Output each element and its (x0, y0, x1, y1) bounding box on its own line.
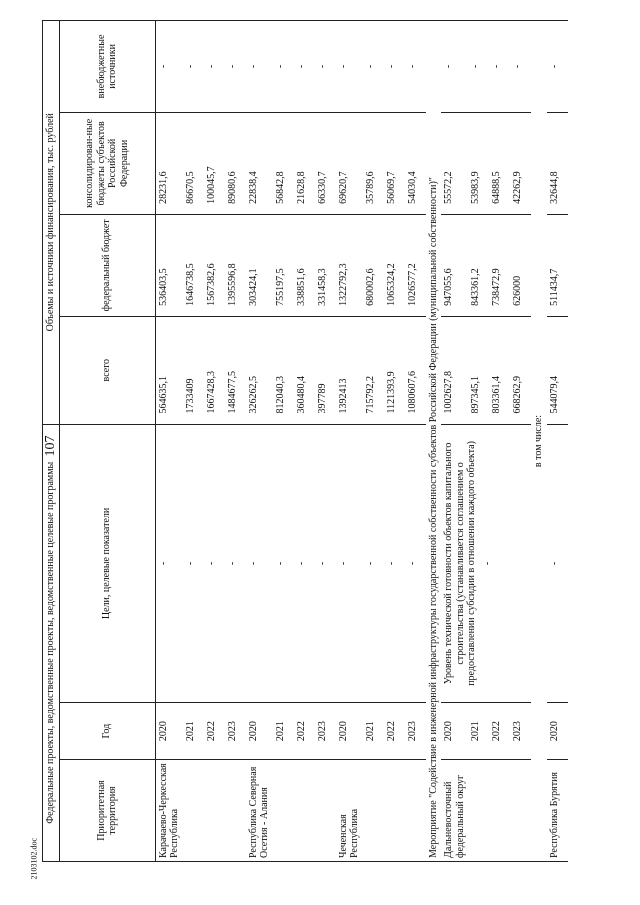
cell-total: 897345,1 (468, 316, 489, 424)
table-row (547, 21, 568, 862)
cell-federal: 738472,9 (489, 214, 510, 316)
cell-extrabudget: - (273, 21, 294, 113)
cell-extrabudget: - (489, 21, 510, 113)
table-row (273, 21, 294, 862)
page-number: 107 (43, 435, 58, 457)
table-row (204, 21, 225, 862)
cell-extrabudget: - (363, 21, 384, 113)
sub-label: в том числе: (531, 21, 547, 862)
section-block (426, 21, 442, 862)
cell-consolidated: 56069,7 (384, 112, 405, 214)
cell-extrabudget: - (441, 21, 468, 113)
header-federal: федеральный бюджет (59, 214, 155, 316)
table-row (363, 21, 384, 862)
cell-indicator: - (155, 424, 183, 703)
cell-total: 397789 (315, 316, 336, 424)
cell-total: 812040,3 (273, 316, 294, 424)
header-territory: Приоритетная территория (59, 760, 155, 862)
section-title: Мероприятие "Содействие в инженерной инфраструктуры государственной собственности субъектов Российской Федерации (муниципальной собственности)" (426, 21, 442, 862)
cell-year: 2020 (246, 703, 273, 760)
cell-indicator: - (183, 424, 204, 703)
cell-year: 2023 (225, 703, 246, 760)
cell-indicator: - (315, 424, 336, 703)
table-row (155, 21, 183, 862)
cell-extrabudget: - (246, 21, 273, 113)
cell-year: 2023 (315, 703, 336, 760)
table-row (441, 21, 468, 862)
cell-federal: 755197,5 (273, 214, 294, 316)
cell-indicator: - (405, 424, 426, 703)
cell-year: 2022 (384, 703, 405, 760)
cell-federal: 1567382,6 (204, 214, 225, 316)
goal-text: Уровень технической готовности объектов капитального строительства (устанавливается соглашением о предоставлении субсидии в отношении каждого объекта) (443, 441, 477, 686)
table-row (405, 21, 426, 862)
cell-extrabudget: - (384, 21, 405, 113)
cell-federal: 626000 (510, 214, 531, 316)
header-consolidated: консолидирован-ные бюджеты субъектов Российской Федерации (59, 112, 155, 214)
cell-total: 1002627,8 (441, 316, 468, 424)
cell-year: 2020 (155, 703, 183, 760)
financing-table (42, 20, 568, 862)
cell-federal: 303424,1 (246, 214, 273, 316)
cell-federal: 1065324,2 (384, 214, 405, 316)
cell-consolidated: 53983,9 (468, 112, 489, 214)
cell-extrabudget: - (204, 21, 225, 113)
rotated-table-sheet (42, 20, 602, 862)
cell-total: 1392413 (336, 316, 363, 424)
rows-block-2 (441, 21, 531, 862)
cell-indicator-value: - (481, 561, 493, 566)
cell-federal: 331458,3 (315, 214, 336, 316)
cell-territory (183, 760, 204, 862)
cell-indicator (441, 424, 531, 703)
cell-territory (405, 760, 426, 862)
cell-consolidated: 86670,5 (183, 112, 204, 214)
cell-consolidated: 32644,8 (547, 112, 568, 214)
cell-consolidated: 89080,6 (225, 112, 246, 214)
cell-year: 2021 (273, 703, 294, 760)
cell-federal: 1026577,2 (405, 214, 426, 316)
rows-block-3 (547, 21, 568, 862)
cell-federal: 1646738,5 (183, 214, 204, 316)
cell-territory (468, 760, 489, 862)
cell-total: 715792,2 (363, 316, 384, 424)
cell-total: 803361,4 (489, 316, 510, 424)
cell-extrabudget: - (547, 21, 568, 113)
cell-indicator: - (547, 424, 568, 703)
cell-year: 2021 (468, 703, 489, 760)
cell-territory: Республика Северная Осетия - Алания (246, 760, 273, 862)
cell-territory (204, 760, 225, 862)
cell-year: 2022 (204, 703, 225, 760)
cell-federal: 338851,6 (294, 214, 315, 316)
cell-territory: Карачаево-Черкесская Республика (155, 760, 183, 862)
cell-total: 668262,9 (510, 316, 531, 424)
cell-consolidated: 66330,7 (315, 112, 336, 214)
cell-extrabudget: - (155, 21, 183, 113)
cell-indicator: - (273, 424, 294, 703)
cell-federal: 1322792,3 (336, 214, 363, 316)
table-row (294, 21, 315, 862)
cell-total: 1667428,3 (204, 316, 225, 424)
cell-total: 564635,1 (155, 316, 183, 424)
cell-indicator: - (384, 424, 405, 703)
cell-extrabudget: - (468, 21, 489, 113)
cell-territory: Чеченская Республика (336, 760, 363, 862)
cell-extrabudget: - (183, 21, 204, 113)
cell-indicator: - (294, 424, 315, 703)
cell-territory (315, 760, 336, 862)
cell-year: 2020 (441, 703, 468, 760)
cell-indicator: - (225, 424, 246, 703)
table-row (384, 21, 405, 862)
cell-territory (273, 760, 294, 862)
cell-year: 2020 (547, 703, 568, 760)
cell-total: 326262,5 (246, 316, 273, 424)
cell-territory (489, 760, 510, 862)
cell-consolidated: 42262,9 (510, 112, 531, 214)
cell-year: 2022 (489, 703, 510, 760)
cell-indicator: - (363, 424, 384, 703)
cell-consolidated: 21628,8 (294, 112, 315, 214)
cell-federal: 1395596,8 (225, 214, 246, 316)
cell-federal: 536403,5 (155, 214, 183, 316)
cell-year: 2023 (405, 703, 426, 760)
cell-extrabudget: - (294, 21, 315, 113)
cell-consolidated: 100045,7 (204, 112, 225, 214)
table-row (315, 21, 336, 862)
cell-territory (384, 760, 405, 862)
cell-territory: Республика Бурятия (547, 760, 568, 862)
header-group-financing: Объемы и источники финансирования, тыс. рублей (43, 21, 60, 425)
sub-label-block (531, 21, 547, 862)
header-total: всего (59, 316, 155, 424)
cell-total: 1080607,6 (405, 316, 426, 424)
cell-territory: Дальневосточный федеральный округ (441, 760, 468, 862)
cell-extrabudget: - (510, 21, 531, 113)
cell-federal: 511434,7 (547, 214, 568, 316)
cell-extrabudget: - (336, 21, 363, 113)
cell-total: 1121393,9 (384, 316, 405, 424)
cell-consolidated: 56842,8 (273, 112, 294, 214)
cell-extrabudget: - (405, 21, 426, 113)
cell-year: 2021 (183, 703, 204, 760)
cell-indicator: - (246, 424, 273, 703)
cell-consolidated: 64888,5 (489, 112, 510, 214)
cell-consolidated: 22838,4 (246, 112, 273, 214)
table-row (225, 21, 246, 862)
table-row (246, 21, 273, 862)
cell-territory (225, 760, 246, 862)
rows-block-1 (155, 21, 426, 862)
cell-indicator: - (336, 424, 363, 703)
cell-territory (363, 760, 384, 862)
cell-total: 544079,4 (547, 316, 568, 424)
cell-federal: 947055,6 (441, 214, 468, 316)
cell-year: 2021 (363, 703, 384, 760)
cell-consolidated: 35789,6 (363, 112, 384, 214)
cell-federal: 843361,2 (468, 214, 489, 316)
cell-consolidated: 55572,2 (441, 112, 468, 214)
cell-territory (510, 760, 531, 862)
table-row (183, 21, 204, 862)
header-goals: Цели, целевые показатели (59, 424, 155, 703)
cell-indicator: - (204, 424, 225, 703)
document-id: 2103102.doc (29, 837, 39, 880)
header-extrabudget: внебюджетные источники (59, 21, 155, 113)
cell-extrabudget: - (315, 21, 336, 113)
header-group-projects: Федеральные проекты, ведомственные проекты, ведомственные целевые программы (43, 424, 60, 861)
cell-year: 2023 (510, 703, 531, 760)
cell-territory (294, 760, 315, 862)
cell-extrabudget: - (225, 21, 246, 113)
cell-federal: 680002,6 (363, 214, 384, 316)
header-year: Год (59, 703, 155, 760)
table-row (336, 21, 363, 862)
cell-year: 2020 (336, 703, 363, 760)
cell-total: 1733409 (183, 316, 204, 424)
cell-consolidated: 54030,4 (405, 112, 426, 214)
cell-total: 1484677,5 (225, 316, 246, 424)
cell-year: 2022 (294, 703, 315, 760)
cell-consolidated: 28231,6 (155, 112, 183, 214)
cell-consolidated: 69620,7 (336, 112, 363, 214)
cell-total: 360480,4 (294, 316, 315, 424)
